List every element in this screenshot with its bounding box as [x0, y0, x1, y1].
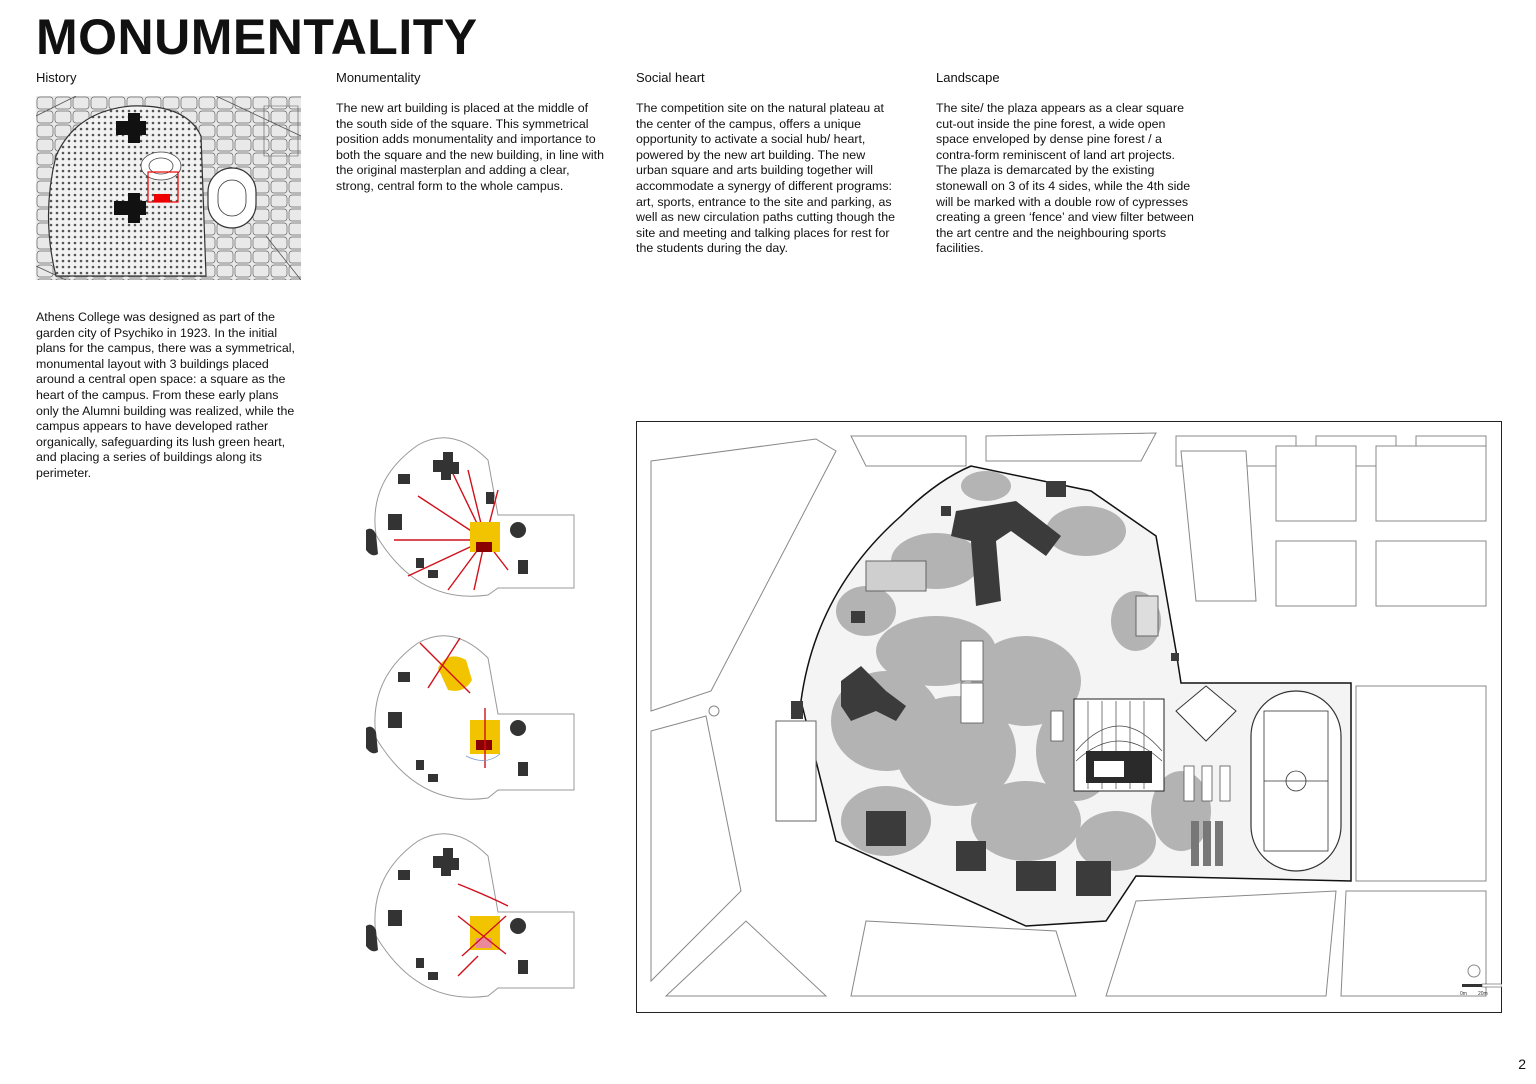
historic-masterplan-image [36, 96, 301, 280]
monumentality-text: The new art building is placed at the middle of the south side of the square. This symmetrical position adds monumentality and importance to both the square and the new building, in line with the original masterplan and adding a clear, strong, central form to the whole campus. [336, 101, 604, 193]
circulation-diagram [358, 826, 578, 1001]
social-heart-text: The competition site on the natural plateau at the center of the campus, offers a unique opportunity to activate a social hub/ heart, powered by the new art building. The new urban square and arts building together will accommodate a synergy of different programs: art, sports, entrance to the site and parking, as well as new circulation paths cutting though the site and meeting and talking places for rest for the students during the day. [636, 101, 895, 256]
landscape-heading: Landscape [936, 70, 1000, 85]
page-number: 2 [1518, 1056, 1526, 1072]
axis-diagram [358, 628, 578, 803]
monumentality-heading: Monumentality [336, 70, 421, 85]
history-text: Athens College was designed as part of the garden city of Psychiko in 1923. In the initial plans for the campus, there was a symmetrical, monumental layout with 3 buildings placed around a central open space: a square as the heart of the campus. From these early plans only the Alumni building was realized, while the campus appears to have developed rather organically, safeguarding its lush green heart, and placing a series of buildings along its perimeter. [36, 310, 295, 480]
scale-label-start: 0m [1460, 991, 1467, 997]
social-heart-heading: Social heart [636, 70, 705, 85]
site-plan [636, 421, 1502, 1013]
page-title: MONUMENTALITY [36, 9, 478, 65]
history-heading: History [36, 70, 77, 85]
scale-label-end: 20m [1478, 991, 1488, 997]
landscape-text: The site/ the plaza appears as a clear square cut-out inside the pine forest, a wide open space enveloped by dense pine forest / a contra-form reminiscent of land art projects. The plaza is demarcated by the existing stonewall on 3 of its 4 sides, while the 4th side will be marked with a double row of cypresses creating a green ‘fence’ and view filter between the art centre and the neighbouring sports facilities. [936, 101, 1194, 256]
radiating-lines-diagram [358, 430, 578, 600]
